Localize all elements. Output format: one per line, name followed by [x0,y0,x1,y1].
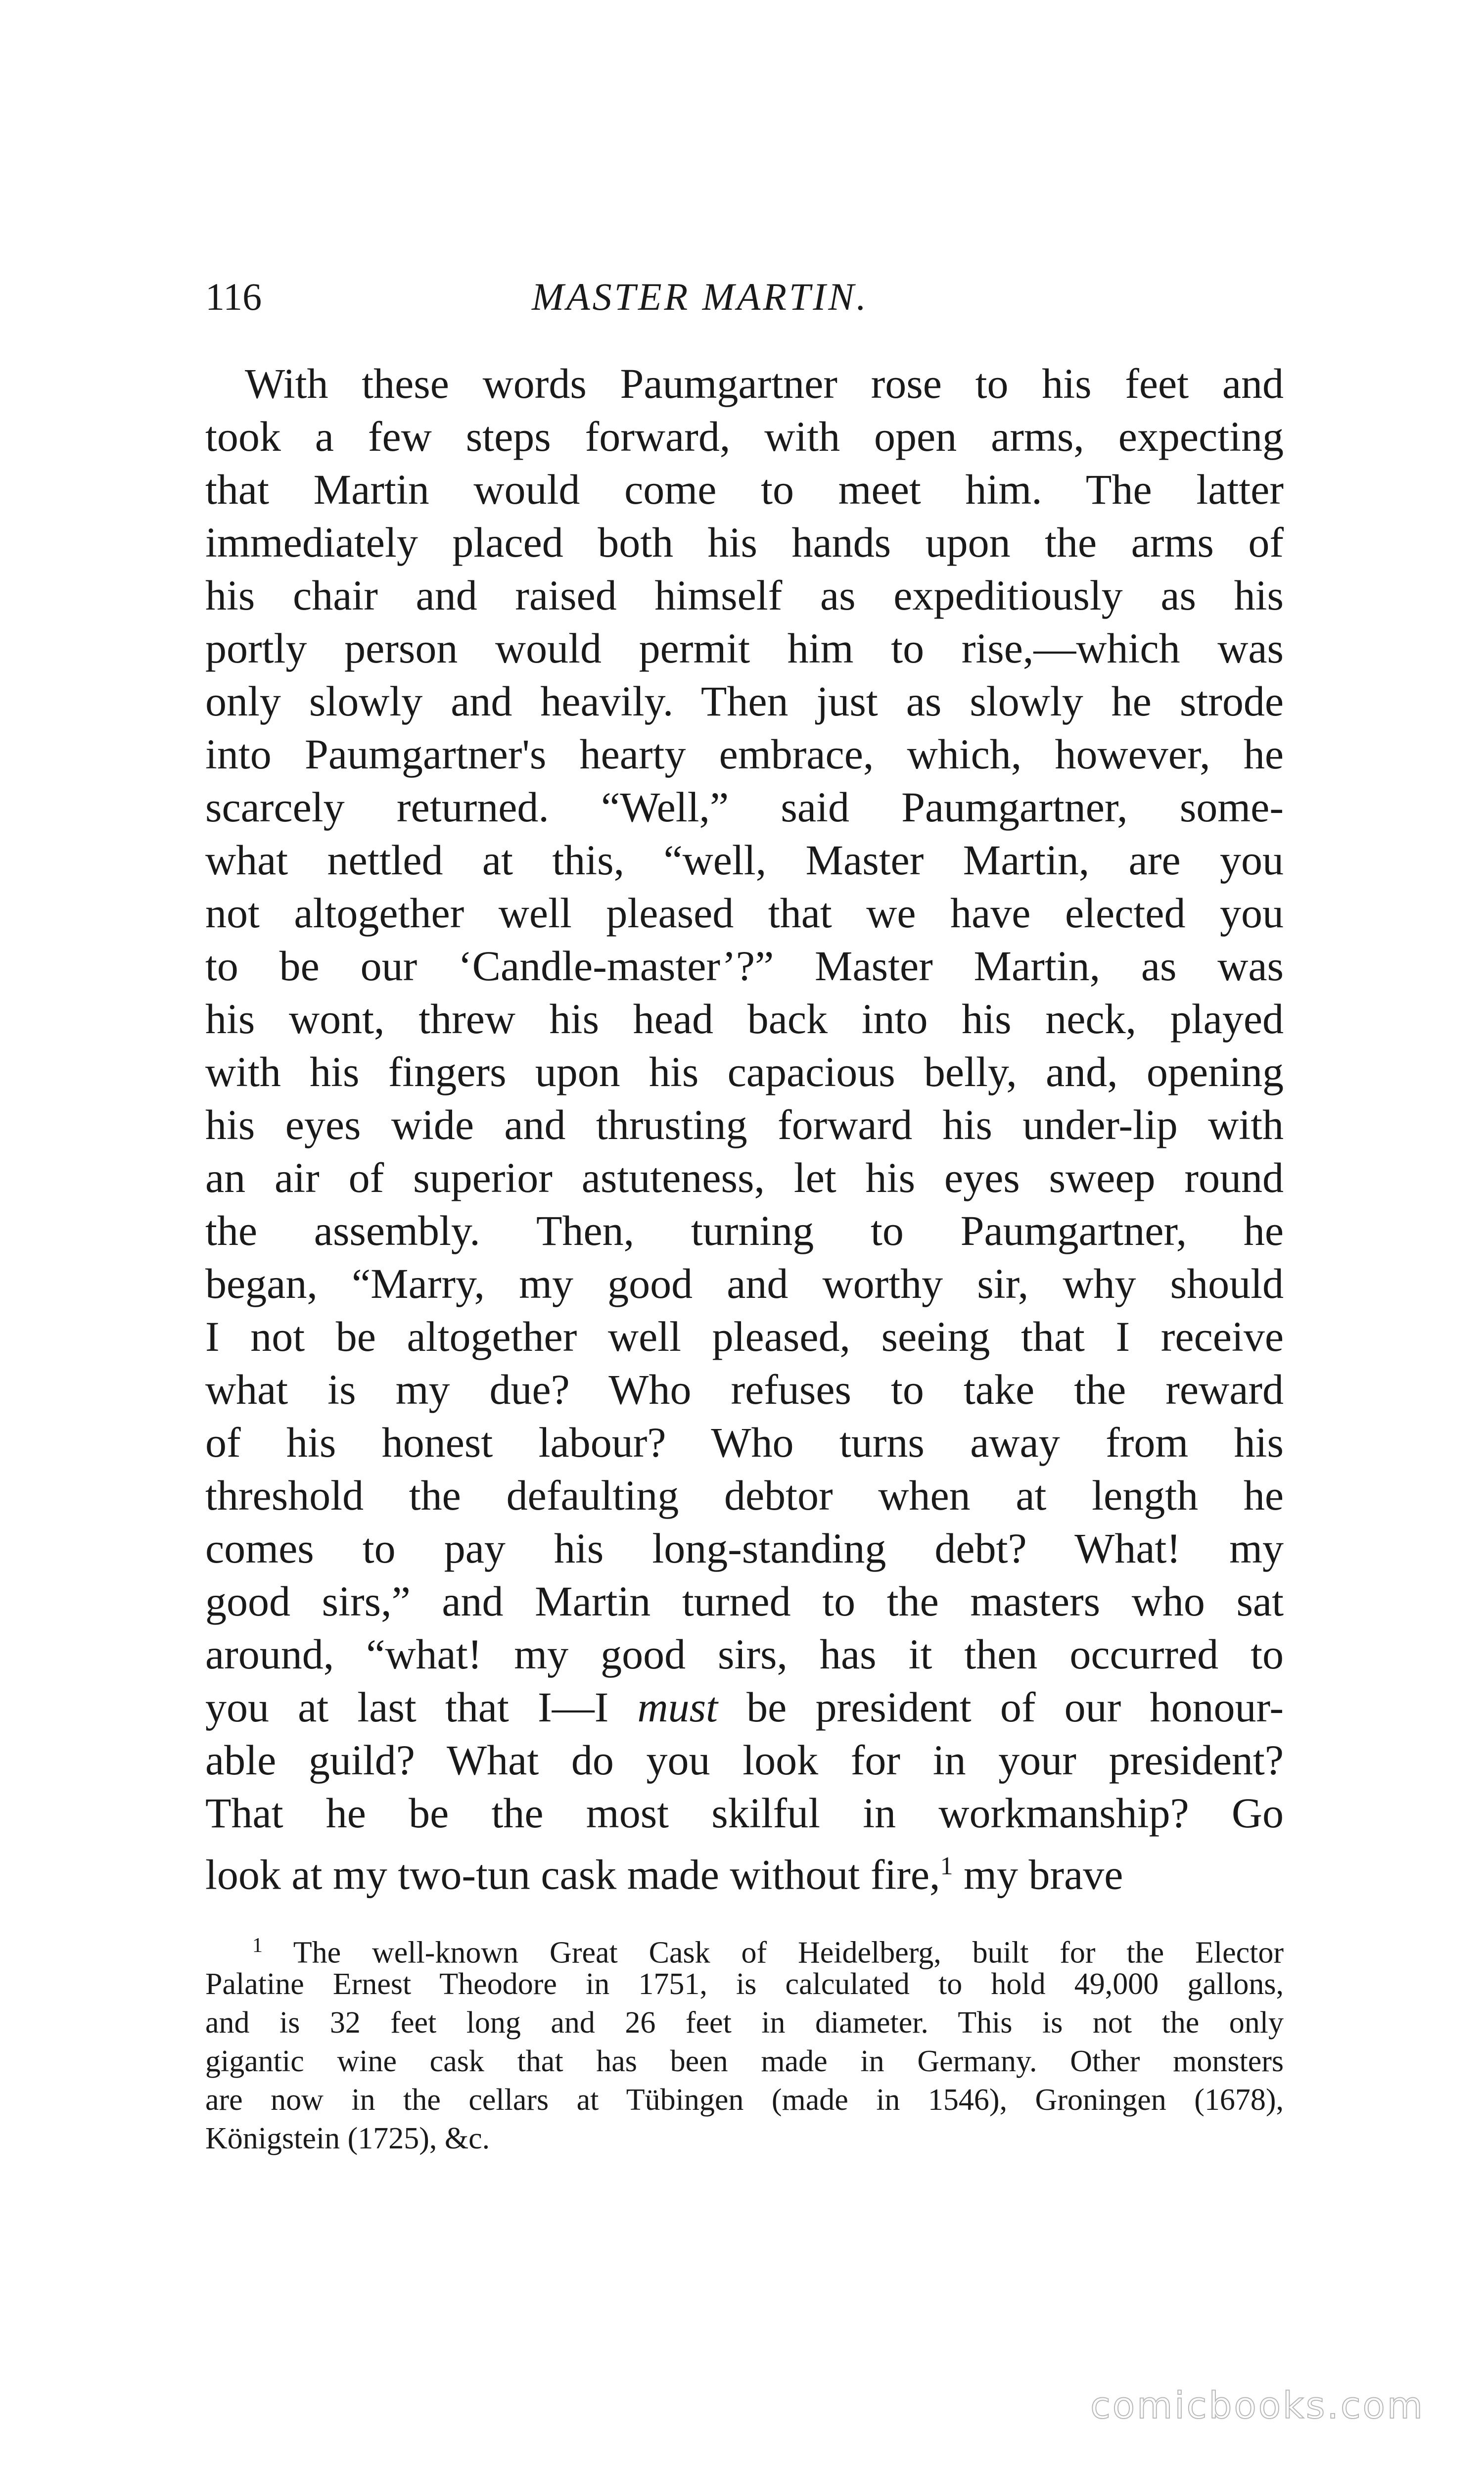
footnote-reference: 1 [940,1852,953,1880]
body-line: the assembly. Then, turning to Paumgartner, he [205,1207,1284,1254]
footnote-line: Königstein (1725), &c. [205,2122,490,2155]
footnote-line: $^1$ The well-known Great Cask of Heidelberg, built for the Elector [252,1934,1284,1970]
body-line: immediately placed both his hands upon the arms of [205,519,1284,566]
body-line: to be our ‘Candle-master’?” Master Martin, as was [205,942,1284,990]
body-line: not altogether well pleased that we have elected you [205,889,1284,937]
body-line: you at last that I—I must be president of our honour- [205,1683,1284,1731]
body-line: with his fingers upon his capacious belly, and, opening [205,1048,1284,1095]
footnote-line: gigantic wine cask that has been made in Germany. Other monsters [205,2045,1284,2078]
running-head: MASTER MARTIN. [532,275,869,318]
italic-emphasis: must [637,1683,718,1731]
body-line: his chair and raised himself as expeditiously as his [205,571,1284,619]
page-header [205,270,1294,324]
footnote-line: Palatine Ernest Theodore in 1751, is calculated to hold 49,000 gallons, [205,1967,1284,2001]
footnote-line: and is 32 feet long and 26 feet in diameter. This is not the only [205,2006,1284,2040]
body-line: an air of superior astuteness, let his eyes sweep round [205,1154,1284,1201]
body-line: I not be altogether well pleased, seeing that I receive [205,1313,1284,1360]
body-line: threshold the defaulting debtor when at length he [205,1472,1284,1519]
body-line: That he be the most skilful in workmanship? Go [205,1789,1284,1837]
body-line: took a few steps forward, with open arms, expecting [205,413,1284,460]
body-line: good sirs,” and Martin turned to the masters who sat [205,1577,1284,1625]
body-line: around, “what! my good sirs, has it then occurred to [205,1630,1284,1678]
body-line: able guild? What do you look for in your president? [205,1736,1284,1784]
footnote [205,1926,1284,2158]
footnote-line: are now in the cellars at Tübingen (made in 1546), Groningen (1678), [205,2083,1284,2117]
body-line: his eyes wide and thrusting forward his under-lip with [205,1101,1284,1148]
body-line: portly person would permit him to rise,—which was [205,624,1284,672]
body-line: that Martin would come to meet him. The latter [205,466,1284,513]
body-line: of his honest labour? Who turns away from his [205,1419,1284,1466]
body-line: only slowly and heavily. Then just as slowly he strode [205,677,1284,725]
body-text [205,357,1284,1899]
page-number: 116 [205,275,262,318]
body-line: what is my due? Who refuses to take the reward [205,1366,1284,1413]
body-line: began, “Marry, my good and worthy sir, why should [205,1260,1284,1307]
body-line: With these words Paumgartner rose to his feet and [245,360,1284,407]
body-line: comes to pay his long-standing debt? What! my [205,1524,1284,1572]
body-line: his wont, threw his head back into his neck, played [205,995,1284,1043]
body-line: look at my two-tun cask made without fire,$^1$ my brave [205,1851,1123,1899]
footnote-marker: 1 [252,1934,263,1957]
body-line: into Paumgartner's hearty embrace, which, however, he [205,730,1284,778]
body-line: what nettled at this, “well, Master Martin, are you [205,836,1284,884]
watermark: comicbooks.com [1090,2384,1425,2427]
body-line: scarcely returned. “Well,” said Paumgartner, some- [205,783,1284,831]
